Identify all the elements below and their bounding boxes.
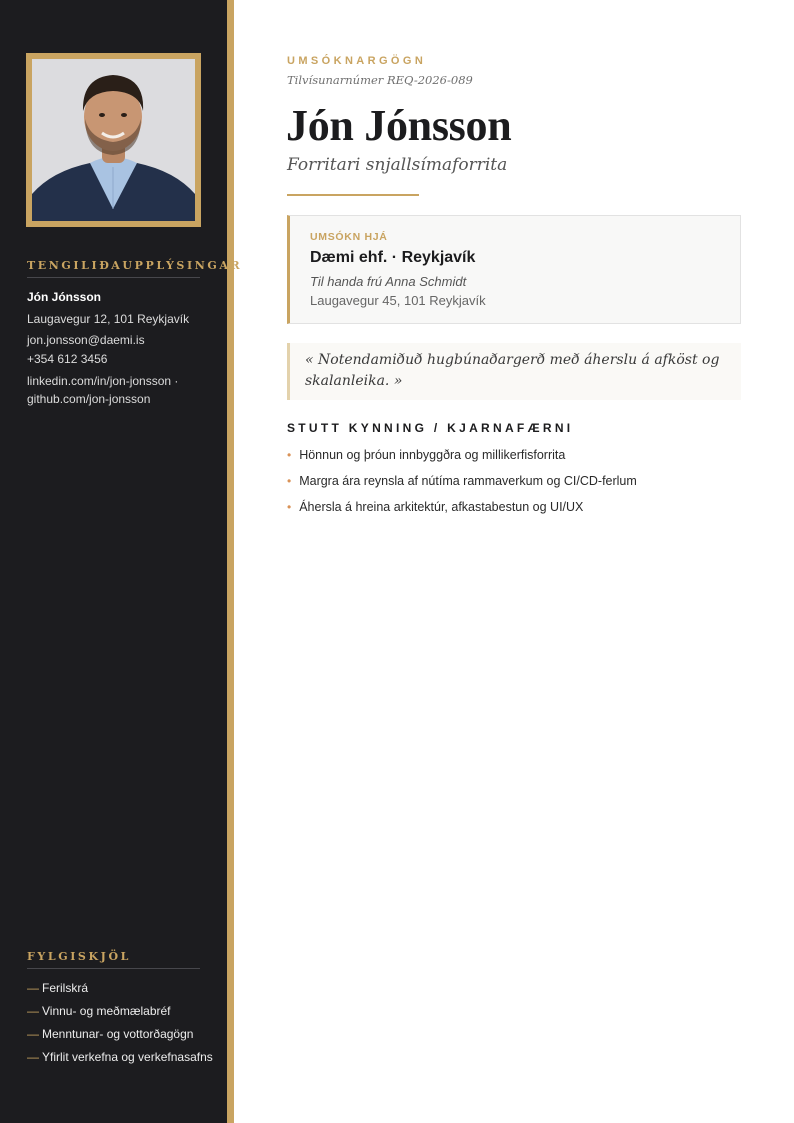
- attachment-label: Yfirlit verkefna og verkefnasafns: [42, 1050, 213, 1064]
- recipient-company: Dæmi ehf. · Reykjavík: [310, 249, 476, 266]
- avatar: [32, 59, 195, 221]
- tagline-quote: « Notendamiðuð hugbúnaðargerð með áherslu á afköst og skalanleika. »: [287, 343, 741, 400]
- profile-photo-frame: [26, 53, 201, 227]
- attachment-item: [27, 1050, 213, 1073]
- skill-text: Margra ára reynsla af nútíma rammaverkum og CI/CD-ferlum: [299, 474, 637, 488]
- skill-text: Áhersla á hreina arkitektúr, afkastabestun og UI/UX: [299, 500, 584, 514]
- dash-icon: —: [27, 1004, 39, 1018]
- sidebar-accent-bar: [227, 0, 234, 1123]
- skills-list: [287, 447, 637, 525]
- attachment-item: [27, 981, 213, 1004]
- recipient-address: Laugavegur 45, 101 Reykjavík: [310, 293, 486, 308]
- skill-item: [287, 473, 637, 499]
- attachment-item: [27, 1004, 213, 1027]
- contact-name: Jón Jónsson: [27, 290, 102, 304]
- attachment-label: Menntunar- og vottorðagögn: [42, 1027, 194, 1041]
- dash-icon: —: [27, 1050, 39, 1064]
- applicant-role: Forritari snjallsímaforrita: [287, 155, 508, 175]
- dash-icon: —: [27, 981, 39, 995]
- recipient-label: UMSÓKN HJÁ: [310, 231, 388, 243]
- skill-item: [287, 499, 637, 525]
- contact-heading: TENGILIÐAUPPLÝSINGAR: [27, 259, 243, 272]
- dash-icon: —: [27, 1027, 39, 1041]
- profile-photo: [32, 59, 195, 221]
- applicant-name: Jón Jónsson: [286, 101, 512, 150]
- attachments-divider: [27, 968, 200, 969]
- recipient-box: [287, 215, 741, 324]
- contact-address: Laugavegur 12, 101 Reykjavík: [27, 312, 190, 326]
- document-kicker: UMSÓKNARGÖGN: [287, 55, 427, 67]
- reference-number: Tilvísunarnúmer REQ-2026-089: [287, 73, 473, 87]
- recipient-attention: Til handa frú Anna Schmidt: [310, 274, 467, 289]
- contact-phone[interactable]: +354 612 3456: [27, 352, 108, 366]
- bullet-icon: •: [287, 448, 292, 462]
- bullet-icon: •: [287, 474, 292, 488]
- attachments-heading: FYLGISKJÖL: [27, 950, 131, 963]
- bullet-icon: •: [287, 500, 292, 514]
- skill-text: Hönnun og þróun innbyggðra og millikerfisforrita: [299, 448, 566, 462]
- attachments-list: [27, 981, 213, 1073]
- skills-heading: STUTT KYNNING / KJARNAFÆRNI: [287, 421, 574, 435]
- contact-divider: [27, 277, 200, 278]
- attachment-label: Vinnu- og meðmælabréf: [42, 1004, 171, 1018]
- contact-email[interactable]: jon.jonsson@daemi.is: [27, 333, 145, 347]
- attachment-label: Ferilskrá: [42, 981, 89, 995]
- title-divider: [287, 194, 419, 196]
- contact-linkedin[interactable]: linkedin.com/in/jon-jonsson ·: [27, 374, 179, 388]
- contact-github[interactable]: github.com/jon-jonsson: [27, 392, 151, 406]
- skill-item: [287, 447, 637, 473]
- attachment-item: [27, 1027, 213, 1050]
